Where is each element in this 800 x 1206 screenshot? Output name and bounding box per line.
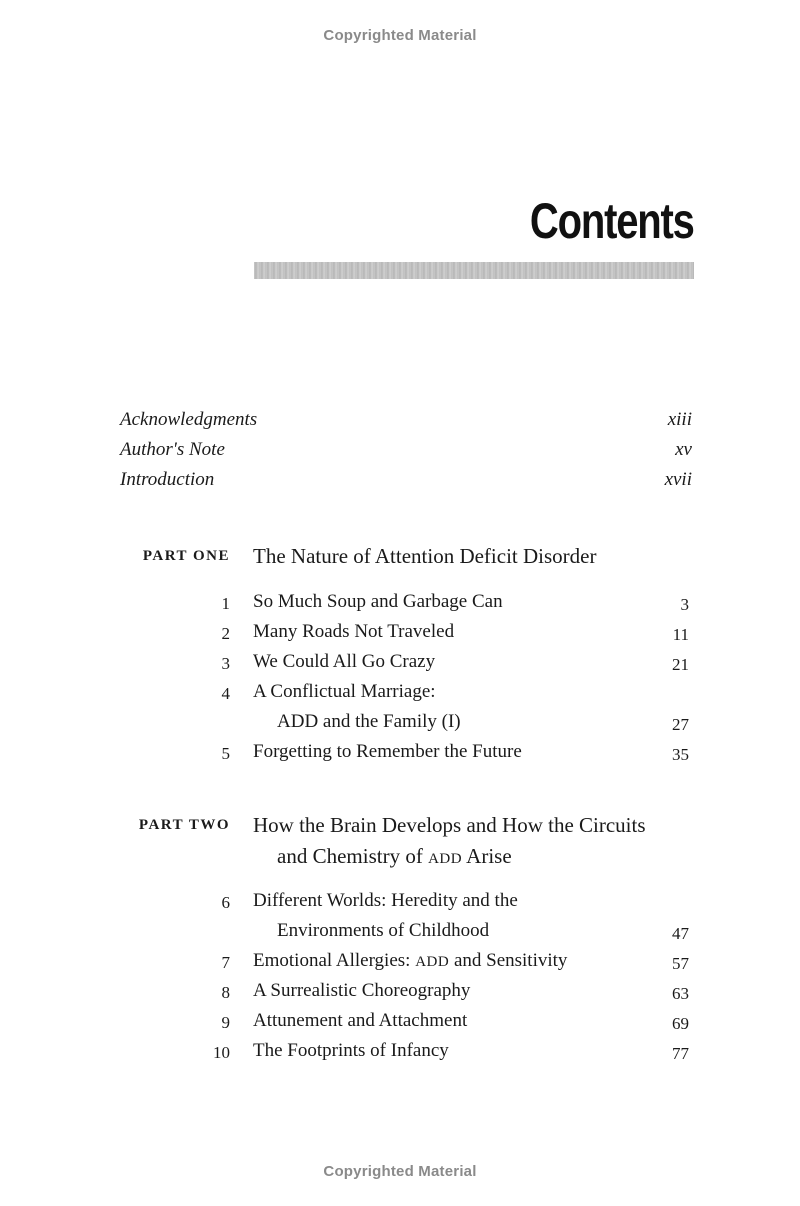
chapter-number: 8 (221, 983, 230, 1002)
chapter-page: 47 (672, 924, 689, 943)
toc-entry-chapter-7[interactable] (0, 946, 800, 976)
chapter-page: 69 (672, 1014, 689, 1033)
entry-title: Introduction (120, 469, 215, 490)
chapter-title-smallcaps: ADD (415, 954, 450, 970)
part-title-line-2 (253, 841, 693, 875)
chapter-number: 9 (221, 1013, 230, 1032)
chapter-title: Forgetting to Remember the Future (253, 741, 522, 762)
chapter-number: 5 (221, 744, 230, 763)
toc-entry-chapter-5[interactable] (0, 737, 800, 767)
entry-page: xvii (664, 469, 692, 490)
toc-entry-chapter-9[interactable] (0, 1006, 800, 1036)
copyright-watermark-top: Copyrighted Material (323, 27, 477, 44)
part-title-line-1: How the Brain Develops and How the Circuits (253, 813, 646, 837)
chapter-title (253, 946, 567, 977)
front-matter-list (120, 405, 692, 495)
toc-entry-chapter-3[interactable] (0, 647, 800, 677)
chapter-title: So Much Soup and Garbage Can (253, 591, 503, 612)
chapter-number: 4 (221, 684, 230, 703)
chapter-title-text: Emotional Allergies: (253, 950, 416, 971)
chapter-title: A Surrealistic Choreography (253, 980, 471, 1001)
toc-entry-authors-note[interactable] (120, 435, 692, 465)
chapter-page: 3 (680, 595, 689, 614)
toc-entry-introduction[interactable] (120, 465, 692, 495)
toc-entry-chapter-10[interactable] (0, 1036, 800, 1066)
toc-entry-chapter-6-continued[interactable] (0, 916, 800, 946)
part-label: PART TWO (138, 817, 230, 833)
chapter-title-continued: Environments of Childhood (277, 920, 490, 941)
chapter-number: 1 (221, 594, 230, 613)
chapter-number: 2 (221, 624, 230, 643)
toc-entry-chapter-2[interactable] (0, 617, 800, 647)
chapter-number: 3 (221, 654, 230, 673)
chapter-page: 57 (672, 954, 689, 973)
entry-page: xv (675, 439, 692, 460)
entry-title: Acknowledgments (120, 409, 258, 430)
part-label: PART ONE (142, 548, 230, 564)
chapter-page: 21 (672, 655, 689, 674)
toc-entry-chapter-4-continued[interactable] (0, 707, 800, 737)
chapter-title: Many Roads Not Traveled (253, 621, 455, 642)
part-one-chapters (0, 587, 800, 767)
chapter-title-text: and Sensitivity (449, 950, 568, 971)
toc-entry-acknowledgments[interactable] (120, 405, 692, 435)
chapter-page: 11 (672, 625, 689, 644)
toc-entry-chapter-1[interactable] (0, 587, 800, 617)
chapter-page: 77 (672, 1044, 689, 1063)
chapter-page: 27 (672, 715, 689, 734)
chapter-page: 63 (672, 984, 689, 1003)
chapter-number: 7 (221, 953, 230, 972)
title-rule (254, 262, 694, 279)
chapter-title: Different Worlds: Heredity and the (253, 890, 518, 911)
copyright-watermark-bottom: Copyrighted Material (323, 1163, 477, 1180)
part-title-smallcaps: ADD (428, 851, 463, 867)
page-title: Contents (530, 193, 694, 249)
part-title (253, 541, 693, 572)
chapter-number: 10 (213, 1043, 230, 1062)
chapter-title: We Could All Go Crazy (253, 651, 436, 672)
toc-entry-chapter-8[interactable] (0, 976, 800, 1006)
chapter-page: 35 (672, 745, 689, 764)
entry-page: xiii (667, 409, 692, 430)
chapter-title-continued: ADD and the Family (I) (277, 711, 461, 732)
part-title-line: The Nature of Attention Deficit Disorder (253, 544, 597, 568)
entry-title: Author's Note (120, 439, 225, 460)
chapter-title: The Footprints of Infancy (253, 1040, 449, 1061)
part-title (253, 810, 693, 875)
part-title-text: and Chemistry of (277, 844, 429, 868)
toc-entry-chapter-4[interactable] (0, 677, 800, 707)
chapter-number: 6 (221, 893, 230, 912)
part-title-text: Arise (462, 844, 512, 868)
chapter-title: A Conflictual Marriage: (253, 681, 436, 702)
toc-entry-chapter-6[interactable] (0, 886, 800, 916)
chapter-title: Attunement and Attachment (253, 1010, 468, 1031)
part-two-chapters (0, 886, 800, 1066)
